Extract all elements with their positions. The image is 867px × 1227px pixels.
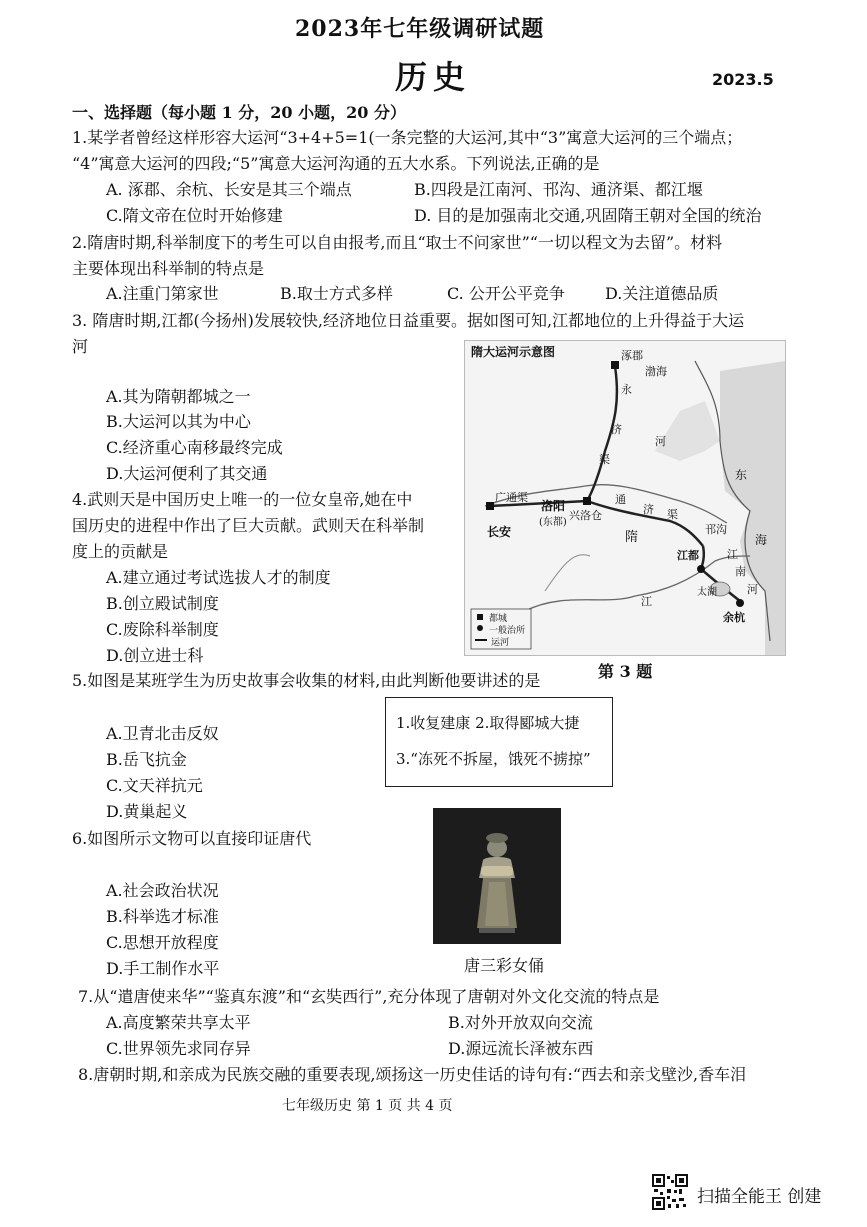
option-b: B.对外开放双向交流 — [448, 1013, 593, 1032]
option-d: D.黄巢起义 — [106, 802, 188, 821]
map-label-jiangdu: 江都 — [677, 549, 699, 562]
option-a: A.其为隋朝都城之一 — [106, 387, 251, 406]
question-stem: 国历史的进程中作出了巨大贡献。武则天在科举制 — [72, 516, 425, 535]
question-stem: 主要体现出科举制的特点是 — [72, 259, 265, 278]
map-label-donghai: 东 — [735, 468, 748, 482]
option-c: C. 公开公平竞争 — [447, 284, 565, 303]
subject-title: 历史 — [395, 58, 472, 96]
option-d: D.源远流长泽被东西 — [448, 1039, 594, 1058]
tang-figurine-photo — [433, 808, 561, 944]
map-label-bohai: 渤海 — [645, 365, 667, 378]
map-label-luoyang-sub: (东都) — [539, 517, 567, 528]
map-title: 隋大运河示意图 — [471, 345, 556, 359]
map-label-tongji: 渠 — [667, 508, 678, 521]
map-label-yongji: 济 — [611, 423, 622, 436]
map-label-tongji: 济 — [643, 503, 654, 516]
map-label-sui: 隋 — [625, 530, 639, 545]
material-line-2: 3.“冻死不拆屋，饿死不掳掠” — [396, 750, 591, 768]
option-b: B.科举选才标准 — [106, 907, 219, 926]
map-label-taihu: 太湖 — [697, 587, 717, 598]
map-label-luoyang: 洛阳 — [541, 499, 566, 513]
map-label-jiangnan: 南 — [735, 565, 746, 578]
option-a: A.卫青北击反奴 — [106, 724, 219, 743]
option-b: B.大运河以其为中心 — [106, 412, 251, 431]
map-label-river: 河 — [655, 435, 666, 448]
question-stem: 2.隋唐时期,科举制度下的考生可以自由报考,而且“取士不问家世”“一切以程文为去留”。材料 — [72, 233, 723, 252]
option-c: C.思想开放程度 — [106, 933, 219, 952]
map-label-yongji: 渠 — [599, 453, 610, 466]
question-stem: 河 — [72, 337, 89, 356]
option-b: B.取士方式多样 — [280, 284, 393, 303]
option-a: A.建立通过考试选拔人才的制度 — [106, 568, 331, 587]
map-label-handou: 邗沟 — [705, 523, 727, 536]
option-d: D.关注道德品质 — [605, 284, 719, 303]
scanner-watermark: 扫描全能王 创建 — [697, 1187, 822, 1207]
map-label-guangtong: 广通渠 — [495, 491, 528, 504]
section-heading: 一、选择题（每小题 1 分，20 小题，20 分） — [72, 103, 406, 122]
question-stem: 7.从“遣唐使来华”“鉴真东渡”和“玄奘西行”,充分体现了唐朝对外文化交流的特点是 — [78, 987, 660, 1006]
map-caption: 第 3 题 — [598, 662, 653, 681]
option-a: A.注重门第家世 — [106, 284, 219, 303]
qr-code-icon — [652, 1174, 688, 1210]
question-stem: 5.如图是某班学生为历史故事会收集的材料,由此判断他要讲述的是 — [72, 671, 541, 690]
grand-canal-map — [464, 340, 786, 656]
question-stem: 1.某学者曾经这样形容大运河“3+4+5=1(一条完整的大运河,其中“3”寓意大运河的三个端点； — [72, 128, 743, 147]
option-c: C.废除科举制度 — [106, 620, 219, 639]
question-stem: “4”寓意大运河的四段;“5”寓意大运河沟通的五大水系。下列说法,正确的是 — [72, 154, 600, 173]
map-label-zhuojun: 涿郡 — [621, 349, 643, 362]
option-d: D.大运河便利了其交通 — [106, 464, 268, 483]
question-stem: 6.如图所示文物可以直接印证唐代 — [72, 829, 312, 848]
option-a: A.高度繁荣共享太平 — [106, 1013, 251, 1032]
option-a: A. 涿郡、余杭、长安是其三个端点 — [106, 180, 352, 199]
map-label-jiangnan: 河 — [747, 583, 758, 596]
exam-date: 2023.5 — [712, 70, 774, 89]
map-label-xingluocang: 兴洛仓 — [569, 509, 602, 522]
option-a: A.社会政治状况 — [106, 881, 219, 900]
legend-capital: 都城 — [489, 614, 508, 624]
map-label-yuhang: 余杭 — [723, 611, 745, 624]
figurine-caption: 唐三彩女俑 — [464, 956, 545, 975]
map-label-changan: 长安 — [487, 525, 512, 539]
map-label-sea: 海 — [755, 533, 768, 547]
material-line-1: 1.收复建康 2.取得郾城大捷 — [396, 714, 580, 732]
option-c: C.隋文帝在位时开始修建 — [106, 206, 283, 225]
option-b: B.岳飞抗金 — [106, 750, 187, 769]
map-label-tongji: 通 — [615, 493, 626, 506]
option-c: C.世界领先求同存异 — [106, 1039, 251, 1058]
question-stem: 4.武则天是中国历史上唯一的一位女皇帝,她在中 — [72, 490, 413, 509]
option-b: B.创立殿试制度 — [106, 594, 219, 613]
option-c: C.经济重心南移最终完成 — [106, 438, 283, 457]
map-label-yongji: 永 — [621, 383, 632, 396]
figurine-graphic — [433, 808, 561, 944]
legend-canal: 运河 — [491, 638, 510, 648]
question-stem: 度上的贡献是 — [72, 542, 169, 561]
material-box — [385, 697, 613, 787]
legend-town: 一般治所 — [489, 626, 526, 636]
exam-title: 2023年七年级调研试题 — [295, 16, 545, 42]
map-label-jiang: 江 — [641, 595, 652, 608]
option-b: B.四段是江南河、邗沟、通济渠、都江堰 — [414, 180, 703, 199]
question-8-stem: 8.唐朝时期,和亲成为民族交融的重要表现,颂扬这一历史佳话的诗句有:“西去和亲戈壁沙,香车泪 — [78, 1065, 747, 1084]
option-c: C.文天祥抗元 — [106, 776, 203, 795]
option-d: D.手工制作水平 — [106, 959, 220, 978]
map-label-jiangnan: 江 — [727, 548, 738, 561]
question-stem: 3. 隋唐时期,江都(今扬州)发展较快,经济地位日益重要。据如图可知,江都地位的上升得益于大运 — [72, 311, 745, 330]
option-d: D.创立进士科 — [106, 646, 204, 665]
option-d: D. 目的是加强南北交通,巩固隋王朝对全国的统治 — [414, 206, 762, 225]
page-footer: 七年级历史 第 1 页 共 4 页 — [282, 1098, 453, 1114]
